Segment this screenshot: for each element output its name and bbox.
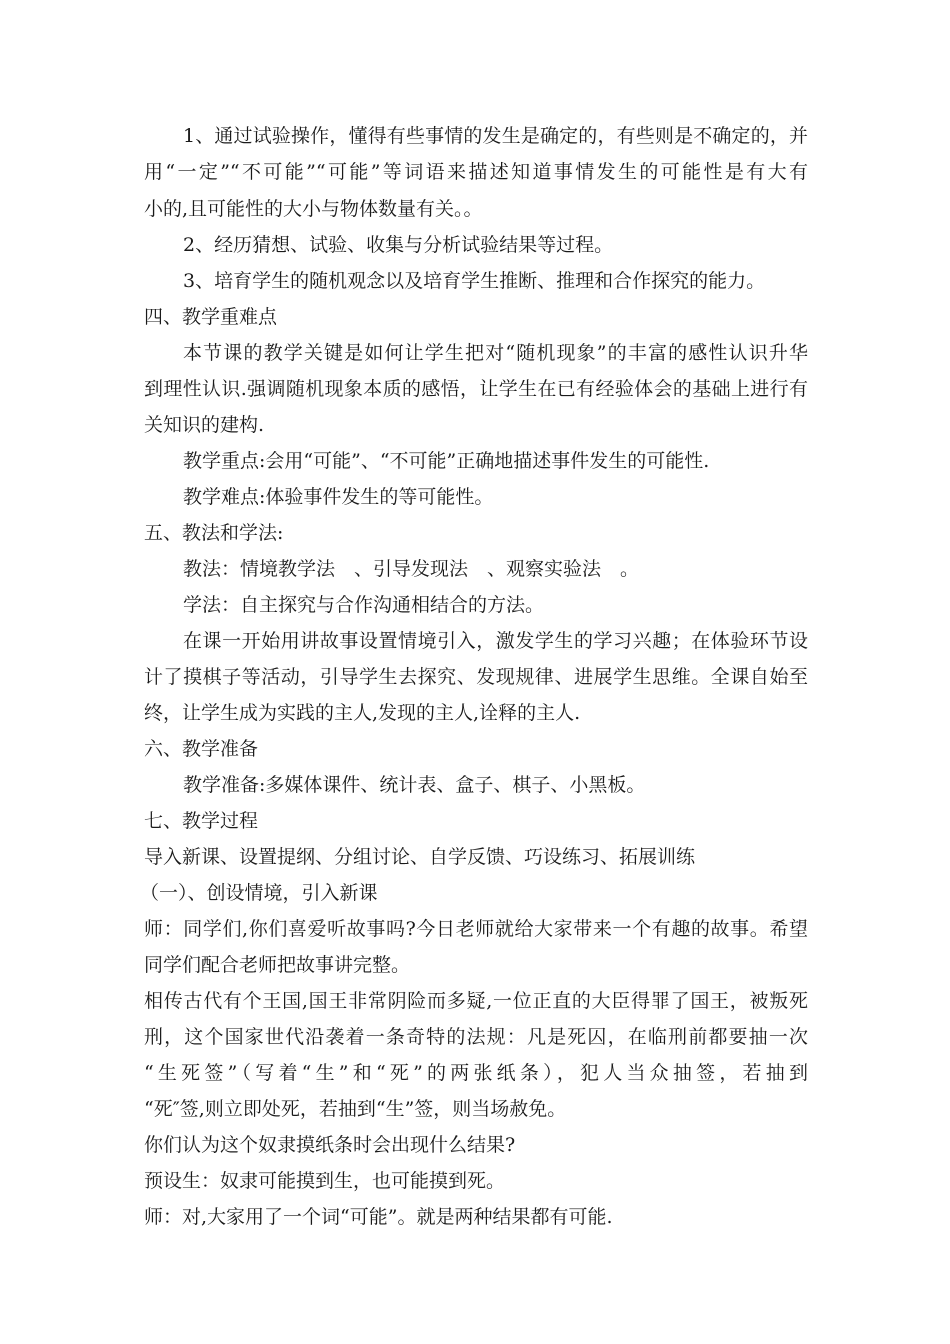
section-5-para-line-3: 终，让学生成为实践的主人,发现的主人,诠释的主人. <box>144 702 581 724</box>
section-6-heading: 六、教学准备 <box>144 738 259 760</box>
part-1-heading: （一）、创设情境，引入新课 <box>140 882 378 904</box>
section-4-heading: 四、教学重难点 <box>144 306 278 328</box>
teacher-line-1: 师：同学们,你们喜爱听故事吗?今日老师就给大家带来一个有趣的故事。希望 <box>144 918 808 940</box>
student-answer: 预设生：奴隶可能摸到生，也可能摸到死。 <box>144 1170 506 1192</box>
difficulty: 教学难点:体验事件发生的等可能性。 <box>183 486 494 508</box>
teacher-line-2: 同学们配合老师把故事讲完整。 <box>144 954 411 976</box>
story-line-3: “生死签”（写着“生”和“死”的两张纸条），犯人当众抽签，若抽到 <box>144 1062 808 1084</box>
objective-1-line-1: 1、通过试验操作，懂得有些事情的发生是确定的，有些则是不确定的，并 <box>183 125 808 147</box>
objective-3: 3、培育学生的随机观念以及培育学生推断、推理和合作探究的能力。 <box>183 270 766 292</box>
story-line-2: 刑，这个国家世代沿袭着一条奇特的法规：凡是死囚，在临刑前都要抽一次 <box>144 1026 808 1048</box>
key-point: 教学重点:会用“可能”、“不可能”正确地描述事件发生的可能性. <box>183 450 710 472</box>
section-7-heading: 七、教学过程 <box>144 810 259 832</box>
preparation: 教学准备:多媒体课件、统计表、盒子、棋子、小黑板。 <box>183 774 646 796</box>
section-4-para-line-1: 本节课的教学关键是如何让学生把对“随机现象”的丰富的感性认识升华 <box>183 342 808 364</box>
teacher-response: 师：对,大家用了一个词“可能”。就是两种结果都有可能. <box>144 1206 613 1228</box>
objective-1-line-3: 小的,且可能性的大小与物体数量有关。。 <box>144 198 483 220</box>
process-outline: 导入新课、设置提纲、分组讨论、自学反馈、巧设练习、拓展训练 <box>144 846 696 868</box>
section-4-para-line-3: 关知识的建构. <box>144 414 265 436</box>
story-line-4: “死″签,则立即处死，若抽到“生”签，则当场赦免。 <box>144 1098 567 1120</box>
story-line-1: 相传古代有个王国,国王非常阴险而多疑,一位正直的大臣得罪了国王，被叛死 <box>144 990 808 1012</box>
question: 你们认为这个奴隶摸纸条时会出现什么结果? <box>144 1134 516 1156</box>
section-5-heading: 五、教法和学法: <box>144 522 284 544</box>
section-5-para-line-1: 在课一开始用讲故事设置情境引入，激发学生的学习兴趣；在体验环节设 <box>183 630 808 652</box>
objective-2: 2、经历猜想、试验、收集与分析试验结果等过程。 <box>183 234 614 256</box>
learning-methods: 学法：自主探究与合作沟通相结合的方法。 <box>183 594 545 616</box>
section-5-para-line-2: 计了摸棋子等活动，引导学生去探究、发现规律、进展学生思维。全课自始至 <box>144 666 808 688</box>
teaching-methods: 教法：情境教学法 、引导发现法 、观察实验法 。 <box>183 558 640 580</box>
objective-1-line-2: 用“一定”“不可能”“可能”等词语来描述知道事情发生的可能性是有大有 <box>144 161 808 183</box>
section-4-para-line-2: 到理性认识.强调随机现象本质的感悟，让学生在已有经验体会的基础上进行有 <box>144 378 808 400</box>
